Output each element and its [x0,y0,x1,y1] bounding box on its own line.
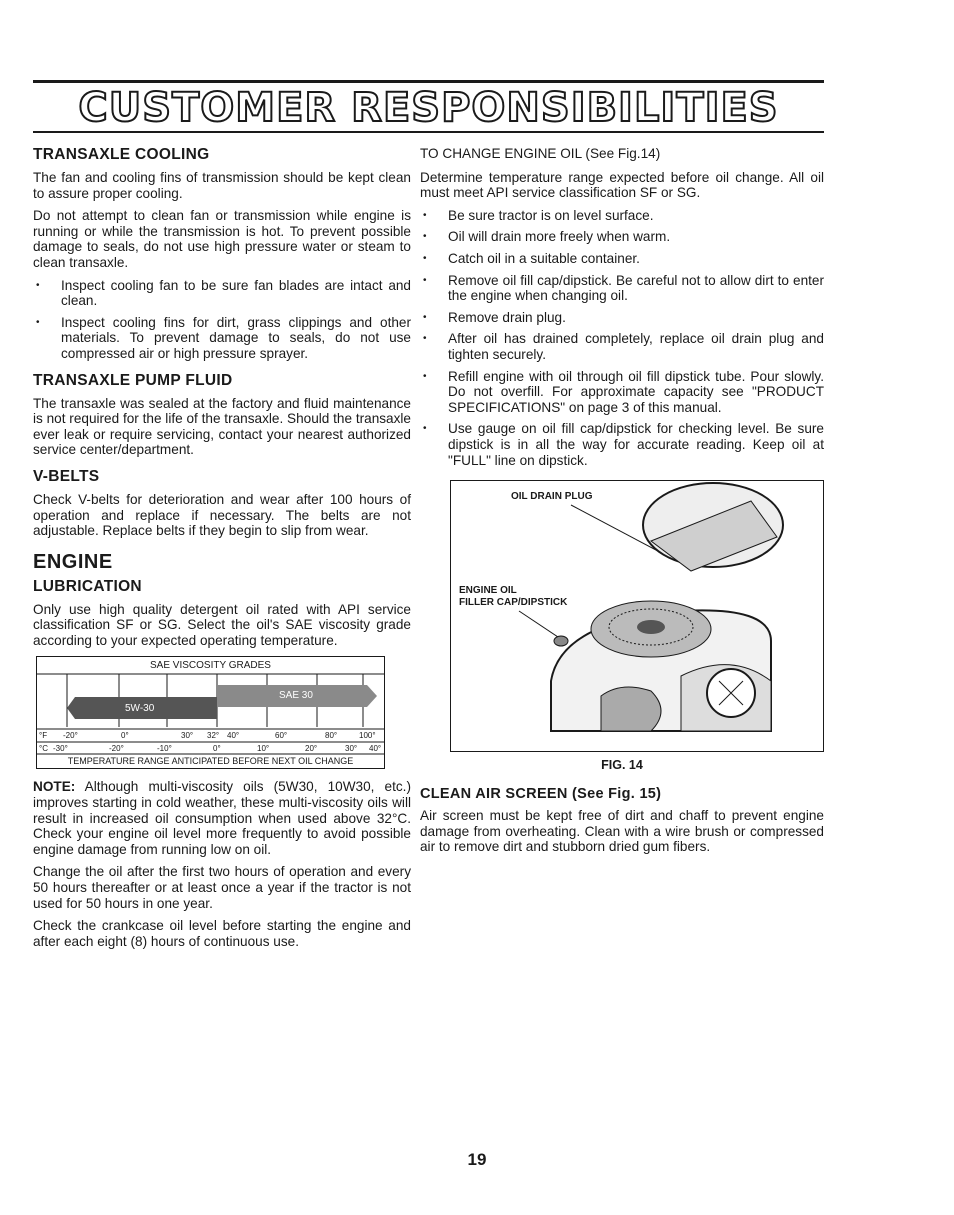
oil-drain-plug-label: OIL DRAIN PLUG [511,491,593,503]
lubrication-p1: Only use high quality detergent oil rated with API service classification SF or SG. Select the oil's SAE viscosity grade according to your expected operating temperature. [33,601,411,648]
vbelts-p1: Check V-belts for deterioration and wear after 100 hours of operation and replace if necessary. The belts are not adjustable. Replace belts if they begin to slip from wear. [33,491,411,539]
c-tick: -30° [53,744,68,754]
c-tick: 0° [213,744,221,754]
list-item: • Refill engine with oil through oil fill dipstick tube. Pour slowly. Do not overfill. For approximate capacity see "PRODUCT SPECIFICATIONS" on page 3 of this manual. [420,369,824,416]
viscosity-chart-title: SAE VISCOSITY GRADES [150,660,271,672]
band-5w30-label: 5W-30 [125,703,155,715]
band-sae30-label: SAE 30 [279,690,313,702]
viscosity-chart-footer: TEMPERATURE RANGE ANTICIPATED BEFORE NEXT OIL CHANGE [67,756,354,767]
f-tick: 30° [181,731,194,741]
clean-air-screen-heading: CLEAN AIR SCREEN (See Fig. 15) [420,786,662,803]
list-item: • Inspect cooling fins for dirt, grass clippings and other materials. To prevent damage to seals, do not use compressed air or high pressure sprayer. [33,315,411,362]
f-tick: 100° [359,731,376,741]
c-tick: -10° [157,744,172,754]
c-tick: 40° [369,744,382,754]
f-tick: 0° [121,731,129,741]
f-tick: 40° [227,731,240,741]
top-rule [33,80,824,83]
figure-14 [450,480,824,752]
celsius-unit: °C [39,744,48,754]
viscosity-chart [36,656,385,769]
c-tick: 30° [345,744,358,754]
right-column [420,146,824,862]
fahrenheit-unit: °F [39,731,48,741]
engine-heading: ENGINE [33,550,113,573]
title-underline [33,131,824,133]
transaxle-cooling-list [33,278,411,362]
lubrication-p2: Change the oil after the first two hours of operation and every 50 hours thereafter or at least once a year if the tractor is not used for 50 hours in one year. [33,864,411,911]
note-text: Although multi-viscosity oils (5W30, 10W30, etc.) improves starting in cold weather, these multi-viscosity oils will result in increased oil consumption when used above 32°C. Check your engine oil level more frequently to avoid possible engine damage from running low on oil. [33,779,411,857]
list-item: • Be sure tractor is on level surface. [420,208,824,224]
transaxle-cooling-heading: TRANSAXLE COOLING [33,146,210,163]
transaxle-pump-p1: The transaxle was sealed at the factory and fluid maintenance is not required for the life of the transaxle. Should the transaxle ever leak or require servicing, contact your nearest authorized service center/department. [33,395,411,458]
clean-air-screen-p: Air screen must be kept free of dirt and chaff to prevent engine damage from overheating. Clean with a wire brush or compressed air to remove dirt and stubborn dried gum fibers. [420,808,824,855]
list-item: • Inspect cooling fan to be sure fan blades are intact and clean. [33,278,411,309]
list-item: • After oil has drained completely, replace oil drain plug and tighten securely. [420,331,824,362]
page-title: CUSTOMER RESPONSIBILITIES [78,85,779,131]
lubrication-p3: Check the crankcase oil level before starting the engine and after each eight (8) hours of continuous use. [33,918,411,949]
engine-illustration [451,481,823,751]
f-tick: 80° [325,731,338,741]
f-tick: -20° [63,731,78,741]
c-tick: 20° [305,744,318,754]
c-tick: 10° [257,744,270,754]
list-item: • Catch oil in a suitable container. [420,251,824,267]
note-label: NOTE: [33,779,76,795]
page-number: 19 [467,1150,487,1169]
filler-cap-label: FILLER CAP/DIPSTICK [459,597,568,609]
transaxle-cooling-p2: Do not attempt to clean fan or transmission while engine is running or while the transmission is hot. To prevent possible damage to seals, do not use high pressure water or steam to clean transaxle. [33,208,411,270]
change-oil-p1: Determine temperature range expected before oil change. All oil must meet API service classification SF or SG. [420,169,824,201]
list-item: • Oil will drain more freely when warm. [420,229,824,245]
c-tick: -20° [109,744,124,754]
figure-14-caption: FIG. 14 [601,758,643,773]
f-tick: 60° [275,731,288,741]
vbelts-heading: V-BELTS [33,467,100,485]
list-item: • Remove oil fill cap/dipstick. Be careful not to allow dirt to enter the engine when changing oil. [420,273,824,304]
f-tick: 32° [207,731,220,741]
lubrication-note [33,779,411,857]
list-item: • Remove drain plug. [420,310,824,326]
left-column [33,146,411,956]
change-oil-heading: TO CHANGE ENGINE OIL (See Fig.14) [420,146,661,161]
change-oil-list [420,208,824,468]
lubrication-heading: LUBRICATION [33,577,142,595]
viscosity-grid [37,657,384,768]
list-item: • Use gauge on oil fill cap/dipstick for checking level. Be sure dipstick is in all the way for accurate reading. Keep oil at "FULL" line on dipstick. [420,421,824,468]
transaxle-pump-heading: TRANSAXLE PUMP FLUID [33,371,233,389]
engine-oil-label: ENGINE OIL [459,585,517,597]
transaxle-cooling-p1: The fan and cooling fins of transmission should be kept clean to assure proper cooling. [33,170,411,201]
